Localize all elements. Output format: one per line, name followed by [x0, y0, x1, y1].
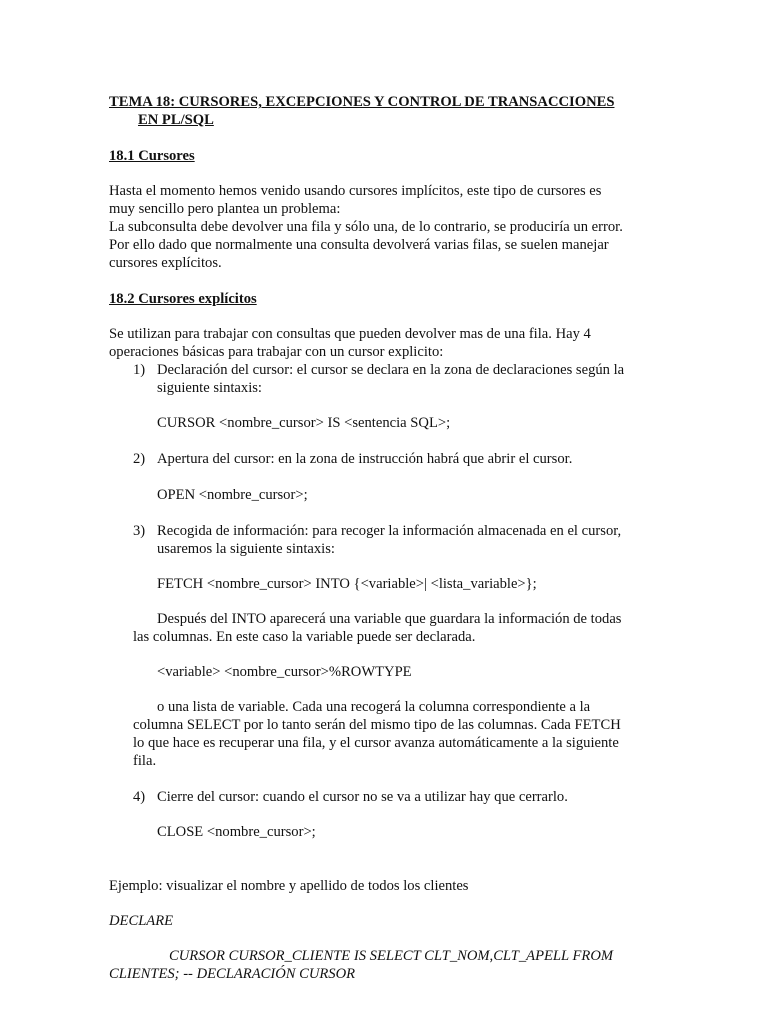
list-number: 4) — [133, 789, 146, 805]
code-cursor-line: CLIENTES; -- DECLARACIÓN CURSOR — [109, 966, 356, 982]
paragraph-line: o una lista de variable. Cada una recogerá la columna correspondiente a la — [157, 699, 591, 715]
section-heading-cursores: 18.1 Cursores — [109, 148, 195, 164]
code-line: FETCH <nombre_cursor> INTO {<variable>| <lista_variable>}; — [157, 576, 537, 592]
paragraph-line: las columnas. En este caso la variable puede ser declarada. — [133, 629, 476, 645]
paragraph-line: operaciones básicas para trabajar con un cursor explicito: — [109, 344, 444, 360]
code-line: CURSOR <nombre_cursor> IS <sentencia SQL>; — [157, 415, 451, 431]
list-item-text: Recogida de información: para recoger la información almacenada en el cursor, — [157, 523, 622, 539]
section-heading-cursores-explicitos: 18.2 Cursores explícitos — [109, 291, 257, 307]
paragraph-line: Hasta el momento hemos venido usando cursores implícitos, este tipo de cursores es — [109, 183, 602, 199]
paragraph-line: Por ello dado que normalmente una consulta devolverá varias filas, se suelen manejar — [109, 237, 609, 253]
code-declare: DECLARE — [109, 913, 174, 929]
list-item-text: Declaración del cursor: el cursor se declara en la zona de declaraciones según la — [157, 362, 625, 378]
paragraph-line: Se utilizan para trabajar con consultas que pueden devolver mas de una fila. Hay 4 — [109, 326, 591, 342]
document-title-line-2: EN PL/SQL — [138, 112, 214, 128]
paragraph-line: columna SELECT por lo tanto serán del mismo tipo de las columnas. Cada FETCH — [133, 717, 621, 733]
paragraph-line: lo que hace es recuperar una fila, y el cursor avanza automáticamente a la siguiente — [133, 735, 619, 751]
list-item-text: siguiente sintaxis: — [157, 380, 262, 396]
list-item-text: usaremos la siguiente sintaxis: — [157, 541, 335, 557]
list-item-text: Cierre del cursor: cuando el cursor no se va a utilizar hay que cerrarlo. — [157, 789, 568, 805]
list-number: 1) — [133, 362, 146, 378]
paragraph-line: fila. — [133, 753, 157, 769]
code-line: OPEN <nombre_cursor>; — [157, 487, 308, 503]
paragraph-line: La subconsulta debe devolver una fila y sólo una, de lo contrario, se produciría un error. — [109, 219, 623, 235]
document-title-line-1: TEMA 18: CURSORES, EXCEPCIONES Y CONTROL DE TRANSACCIONES — [109, 94, 615, 110]
paragraph-line: muy sencillo pero plantea un problema: — [109, 201, 341, 217]
list-number: 3) — [133, 523, 146, 539]
paragraph-line: Después del INTO aparecerá una variable que guardara la información de todas — [157, 611, 622, 627]
list-number: 2) — [133, 451, 146, 467]
code-cursor-line: CURSOR CURSOR_CLIENTE IS SELECT CLT_NOM,CLT_APELL FROM — [169, 948, 614, 964]
list-item-text: Apertura del cursor: en la zona de instrucción habrá que abrir el cursor. — [157, 451, 573, 467]
code-line: <variable> <nombre_cursor>%ROWTYPE — [157, 664, 412, 680]
paragraph-line: cursores explícitos. — [109, 255, 222, 271]
example-intro: Ejemplo: visualizar el nombre y apellido de todos los clientes — [109, 878, 469, 894]
code-line: CLOSE <nombre_cursor>; — [157, 824, 316, 840]
